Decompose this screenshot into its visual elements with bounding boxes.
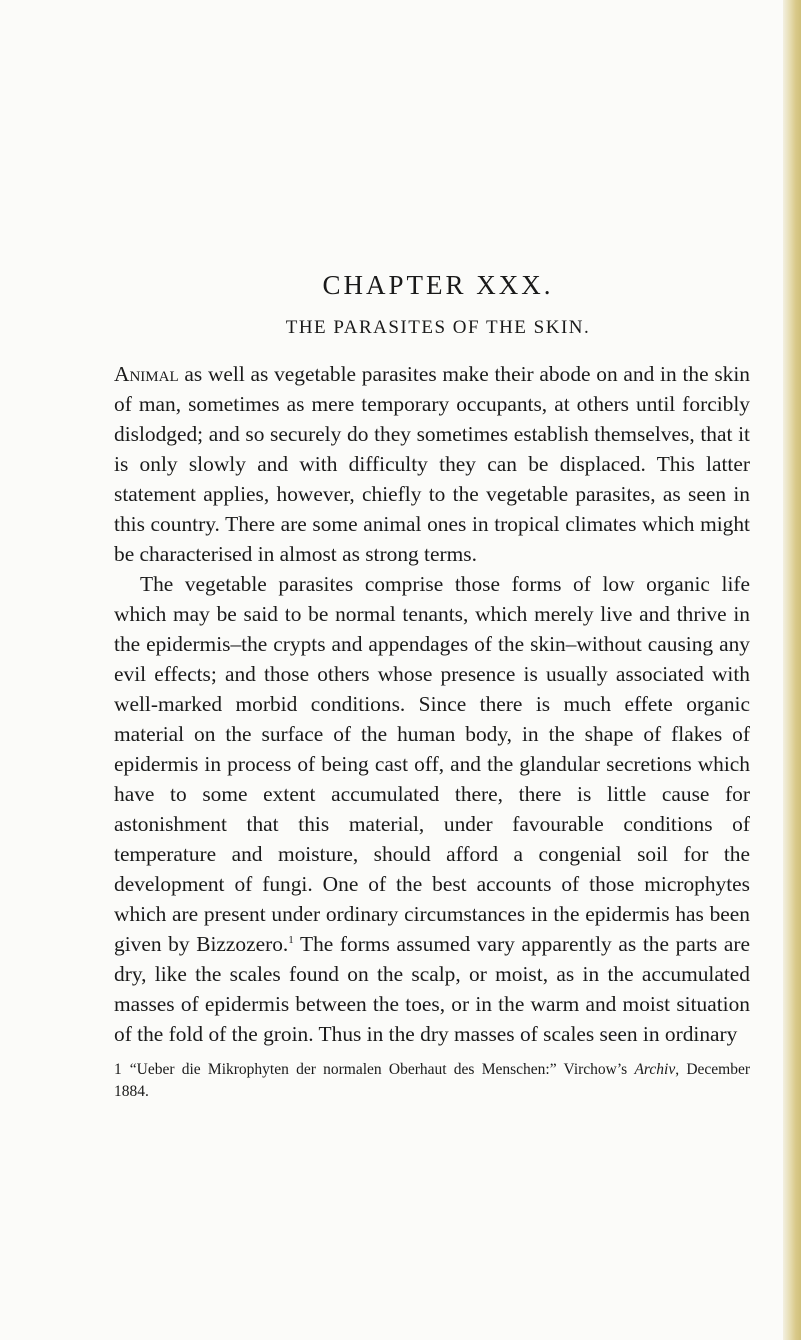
paragraph-1-text: as well as vegetable parasites make their abode on and in the skin of man, sometimes as mere temporary occupants, at others until forcibly dislodged; and so securely do they sometimes establish themselves, that it is only slowly and with difficulty they can be displaced. This latter statement applies, however, chiefly to the vegetable parasites, as seen in this country. There are some animal ones in tropical climates which might be characterised in almost as strong terms.: [114, 362, 750, 566]
chapter-title: THE PARASITES OF THE SKIN.: [285, 317, 591, 338]
page-edge: [783, 0, 801, 1340]
paragraph-lead-word: Animal: [114, 362, 179, 386]
footnote-number: 1: [114, 1061, 122, 1078]
chapter-heading: CHAPTER XXX.: [322, 270, 554, 300]
footnote: [114, 1059, 750, 1103]
paragraph-1: [114, 359, 750, 569]
footnote-text: “Ueber die Mikrophyten der normalen Oberhaut des Menschen:” Virchow’s: [129, 1061, 635, 1078]
paragraph-2-text-after: The forms assumed vary apparently as the parts are dry, like the scales found on the scalp, or moist, as in the accumulated masses of epidermis between the toes, or in the warm and moist situation of the fold of the groin. Thus in the dry masses of scales seen in ordinary: [114, 932, 750, 1046]
paragraph-2: [114, 569, 750, 1049]
footnote-source: Archiv: [634, 1061, 676, 1078]
footnote-reference[interactable]: 1: [288, 933, 294, 946]
paragraph-2-text-before: The vegetable parasites comprise those forms of low organic life which may be said to be normal tenants, which merely live and thrive in the epidermis–the crypts and appendages of the skin–without causing any evil effects; and those others whose presence is usually associated with well-marked morbid conditions. Since there is much effete organic material on the surface of the human body, in the shape of flakes of epidermis in process of being cast off, and the glandular secretions which have to some extent accumulated there, there is little cause for astonishment that this material, under favourable conditions of temperature and moisture, should afford a congenial soil for the development of fungi. One of the best accounts of those microphytes which are present under ordinary circumstances in the epidermis has been given by Bizzozero.: [114, 572, 750, 956]
page-content: [114, 270, 750, 1103]
footnote-date: , December 1884.: [114, 1061, 750, 1100]
